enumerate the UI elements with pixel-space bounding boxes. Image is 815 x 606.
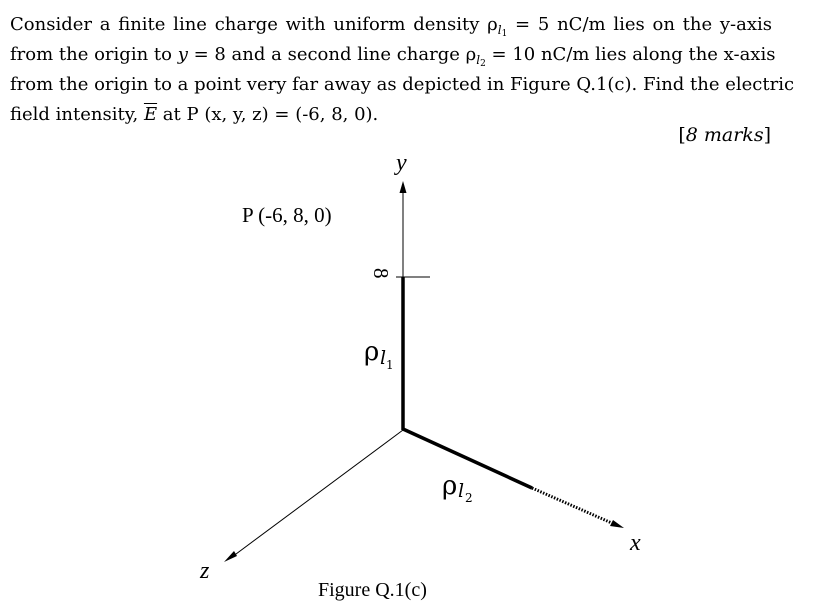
- question-line-1-start: Consider a finite line charge with uniform density: [10, 14, 488, 35]
- y-axis-arrowhead: [400, 181, 407, 193]
- rho-l2-rho: ρ: [465, 44, 477, 65]
- question-line-2-mid: = 8 and a second line charge: [187, 44, 466, 65]
- figure-caption: Figure Q.1(c): [318, 579, 427, 601]
- rho-l1-sub-1: 1: [501, 29, 508, 39]
- rho-l1-rho: ρ: [487, 14, 498, 35]
- rho-l2-figure-2: 2: [465, 491, 473, 505]
- question-line-1-end: = 5 nC/m lies on the y-axis: [507, 14, 773, 35]
- z-axis-arrowhead: [224, 551, 237, 562]
- rho-l2-label: [442, 471, 473, 505]
- y-tick-8-label: 8: [369, 268, 393, 279]
- question-line-2-end: = 10 nC/m lies along the x-axis: [485, 44, 776, 65]
- line-charge-x: [403, 429, 532, 488]
- question-line-3: from the origin to a point very far away as depicted in Figure Q.1(c). Find the electric: [10, 74, 795, 95]
- z-axis-line: [232, 430, 403, 557]
- rho-l1-figure-rho: ρ: [364, 337, 380, 367]
- rho-l1-sub-l: l: [497, 23, 502, 37]
- marks-close-bracket: ]: [763, 124, 771, 146]
- rho-l2-figure-l: l: [458, 480, 465, 502]
- rho-l2-figure-rho: ρ: [442, 471, 458, 501]
- x-axis-label: x: [630, 530, 641, 556]
- question-line-2-start: from the origin to: [10, 44, 178, 65]
- line-charge-x-continuation: [532, 488, 614, 524]
- question-line-4-start: field intensity,: [10, 104, 144, 125]
- rho-l2-sub-2: 2: [480, 59, 486, 69]
- x-axis-arrowhead: [610, 520, 624, 528]
- y-variable: y: [177, 44, 188, 65]
- point-p-label: P (-6, 8, 0): [242, 203, 332, 227]
- rho-l1-figure-l: l: [380, 347, 387, 369]
- rho-l1-figure-1: 1: [386, 358, 394, 372]
- y-axis-label: y: [396, 150, 407, 176]
- marks-open-bracket: [: [678, 124, 686, 146]
- e-field-vector: $\overline{E}$: [143, 104, 158, 125]
- marks-value: 8 marks: [685, 124, 764, 146]
- z-axis-label: z: [200, 558, 210, 584]
- question-line-4-end: at P (x, y, z) = (-6, 8, 0).: [157, 104, 379, 125]
- rho-l2-sub-l: l: [476, 53, 481, 67]
- rho-l1-label: [364, 337, 394, 372]
